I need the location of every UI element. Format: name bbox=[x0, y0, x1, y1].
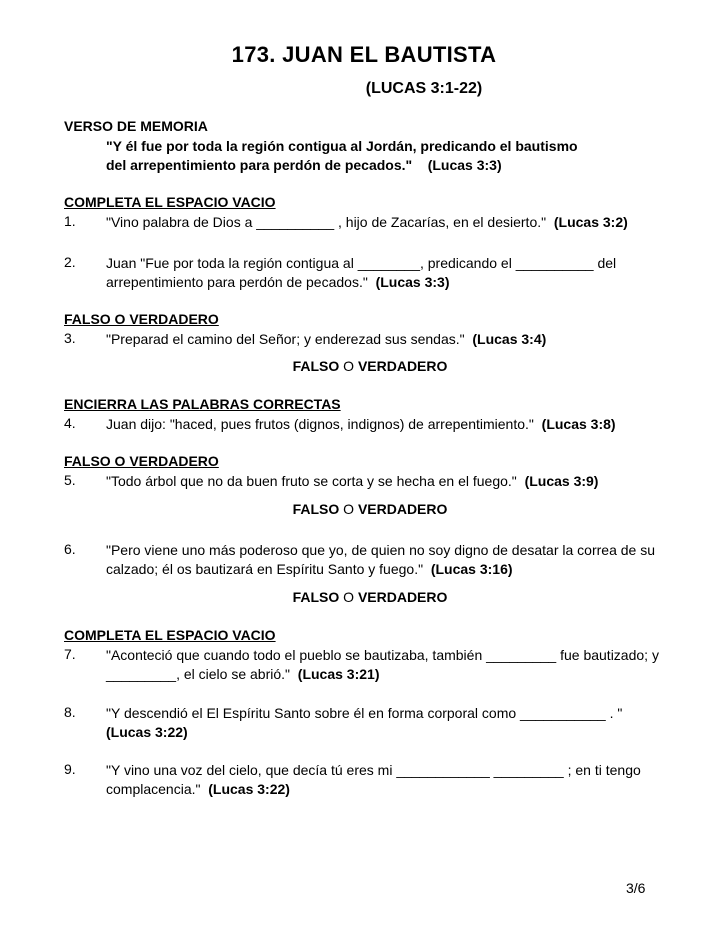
question-number-9: 9. bbox=[64, 761, 76, 777]
question-4-reference: (Lucas 3:8) bbox=[541, 416, 616, 432]
question-7-reference: (Lucas 3:21) bbox=[297, 666, 380, 682]
question-1 bbox=[106, 213, 666, 232]
question-9-line2 bbox=[106, 780, 666, 799]
section-heading-fill-2: COMPLETA EL ESPACIO VACIO bbox=[64, 627, 276, 643]
section-heading-fill-1: COMPLETA EL ESPACIO VACIO bbox=[64, 194, 276, 210]
subtitle-text: (LUCAS 3:1-22) bbox=[365, 80, 483, 97]
question-6-line2-text: calzado; él os bautizará en Espíritu Santo y fuego." bbox=[106, 561, 424, 577]
answer-o: O bbox=[343, 501, 355, 517]
question-2-line2-text: arrepentimiento para perdón de pecados." bbox=[106, 274, 368, 290]
memory-verse-line1: "Y él fue por toda la región contigua al Jordán, predicando el bautismo bbox=[106, 138, 578, 154]
question-number-6: 6. bbox=[64, 541, 76, 557]
section-heading-true-false-2: FALSO O VERDADERO bbox=[64, 453, 219, 469]
question-number-1: 1. bbox=[64, 213, 76, 229]
question-number-4: 4. bbox=[64, 415, 76, 431]
question-4-text: Juan dijo: "haced, pues frutos (dignos, indignos) de arrepentimiento." bbox=[106, 416, 534, 432]
question-9-line1: "Y vino una voz del cielo, que decía tú eres mi ____________ _________ ; en ti tengo bbox=[106, 762, 641, 778]
question-7 bbox=[106, 646, 666, 684]
answer-verdadero: VERDADERO bbox=[357, 358, 448, 374]
question-7-line2 bbox=[106, 665, 666, 684]
answer-o: O bbox=[343, 358, 355, 374]
question-9-reference: (Lucas 3:22) bbox=[208, 781, 290, 797]
question-4 bbox=[106, 415, 666, 434]
question-5-text: "Todo árbol que no da buen fruto se corta y se hecha en el fuego." bbox=[106, 473, 517, 489]
question-8-line1: "Y descendió el El Espíritu Santo sobre él en forma corporal como ___________ . " bbox=[106, 705, 623, 721]
question-1-text: "Vino palabra de Dios a __________ , hijo de Zacarías, en el desierto." bbox=[106, 214, 547, 230]
question-6-line2 bbox=[106, 560, 666, 579]
question-2-line1: Juan "Fue por toda la región contigua al ________, predicando el __________ del bbox=[106, 255, 617, 271]
question-6-line1: "Pero viene uno más poderoso que yo, de quien no soy digno de desatar la correa de su bbox=[106, 542, 656, 558]
answer-choice-3 bbox=[0, 358, 728, 374]
answer-choice-5 bbox=[0, 501, 728, 517]
question-7-line2-text: _________, el cielo se abrió." bbox=[106, 666, 290, 682]
section-heading-true-false-1: FALSO O VERDADERO bbox=[64, 311, 219, 327]
question-number-7: 7. bbox=[64, 646, 76, 662]
answer-choice-6 bbox=[0, 589, 728, 605]
page-title: 173. JUAN EL BAUTISTA bbox=[231, 42, 497, 67]
question-number-2: 2. bbox=[64, 254, 76, 270]
page-subtitle bbox=[0, 80, 728, 98]
answer-verdadero: VERDADERO bbox=[357, 589, 448, 605]
question-1-reference: (Lucas 3:2) bbox=[553, 214, 628, 230]
question-number-8: 8. bbox=[64, 704, 76, 720]
memory-verse-text bbox=[106, 137, 666, 175]
question-9-line2-text: complacencia." bbox=[106, 781, 201, 797]
question-6-reference: (Lucas 3:16) bbox=[430, 561, 513, 577]
page-number: 3/6 bbox=[626, 880, 646, 896]
question-6 bbox=[106, 541, 666, 579]
question-5-reference: (Lucas 3:9) bbox=[524, 473, 599, 489]
memory-verse-reference: (Lucas 3:3) bbox=[427, 157, 502, 173]
answer-o: O bbox=[343, 589, 355, 605]
question-2-line2 bbox=[106, 273, 666, 292]
question-2-reference: (Lucas 3:3) bbox=[375, 274, 450, 290]
memory-verse-line2-text: del arrepentimiento para perdón de pecados." bbox=[106, 157, 413, 173]
question-2 bbox=[106, 254, 666, 292]
answer-verdadero: VERDADERO bbox=[357, 501, 448, 517]
question-number-5: 5. bbox=[64, 472, 76, 488]
question-number-3: 3. bbox=[64, 330, 76, 346]
question-7-line1: "Aconteció que cuando todo el pueblo se bautizaba, también _________ fue bautizado; y bbox=[106, 647, 659, 663]
question-3-reference: (Lucas 3:4) bbox=[472, 331, 547, 347]
question-3 bbox=[106, 330, 666, 349]
answer-falso: FALSO bbox=[292, 501, 340, 517]
section-heading-circle: ENCIERRA LAS PALABRAS CORRECTAS bbox=[64, 396, 341, 412]
question-9 bbox=[106, 761, 666, 799]
answer-falso: FALSO bbox=[292, 589, 340, 605]
memory-verse-heading: VERSO DE MEMORIA bbox=[64, 118, 208, 134]
answer-falso: FALSO bbox=[292, 358, 340, 374]
question-8 bbox=[106, 704, 666, 742]
question-5 bbox=[106, 472, 666, 491]
question-3-text: "Preparad el camino del Señor; y enderezad sus sendas." bbox=[106, 331, 465, 347]
memory-verse-line2 bbox=[106, 156, 666, 175]
question-8-reference: (Lucas 3:22) bbox=[106, 724, 188, 740]
